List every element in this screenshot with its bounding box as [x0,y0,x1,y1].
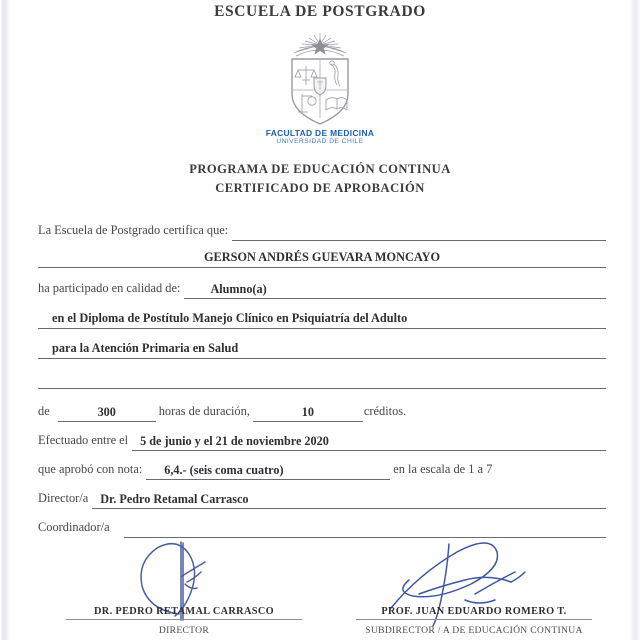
participation-label: ha participado en calidad de: [38,280,181,295]
hours-value: 300 [97,404,116,419]
signature-rule [356,619,592,620]
row-period [38,424,606,451]
institution-logo [12,30,628,146]
credits-rule [253,403,363,422]
row-program-line-2 [38,332,606,359]
program-heading-line-2: CERTIFICADO DE APROBACIÓN [215,180,425,195]
row-hours-credits [38,395,606,422]
row-program-line-3 [38,362,606,389]
program-line-2-value: para la Atención Primaria en Salud [52,340,239,355]
period-value: 5 de junio y el 21 de noviembre 2020 [140,433,329,448]
signature-role: DIRECTOR [158,625,210,636]
signature-role: SUBDIRECTOR / A DE EDUCACIÓN CONTINUA [365,625,583,636]
signature-rule [66,619,302,620]
credits-value: 10 [301,404,314,419]
hours-prefix-label: de [38,403,50,418]
period-rule [132,432,606,451]
page-left-edge-shadow [0,0,10,640]
certificate-body [12,214,628,538]
credits-suffix-label: créditos. [363,403,407,418]
director-rule [92,490,606,509]
signature-block [24,530,616,640]
logo-faculty-label: FACULTAD DE MEDICINA [265,128,375,138]
page-right-edge-shadow [630,0,640,640]
participation-rule [184,280,606,299]
grade-value: 6,4.- (seis coma cuatro) [164,462,284,477]
signature-name: DR. PEDRO RETAMAL CARRASCO [94,606,274,617]
coordinator-label: Coordinador/a [38,519,110,534]
row-director [38,482,606,509]
logo-university-label: UNIVERSIDAD DE CHILE [276,137,364,145]
program-heading-line-1: PROGRAMA DE EDUCACIÓN CONTINUA [189,161,451,176]
program-heading [12,160,628,198]
page-title: ESCUELA DE POSTGRADO [214,3,426,20]
universidad-de-chile-crest-icon [274,30,366,128]
certificate-sheet [12,0,628,640]
director-label: Director/a [38,490,89,505]
program-line-1-value: en el Diploma de Postítulo Manejo Clínico en Psiquiatría del Adulto [52,310,408,325]
row-grade [38,453,606,480]
row-certifies [38,214,606,241]
hours-middle-label: horas de duración, [158,403,250,418]
hours-rule [58,403,156,422]
row-participation [38,272,606,299]
row-program-line-1 [38,302,606,329]
row-student-name [38,241,606,268]
certifies-rule [232,222,606,241]
period-label: Efectuado entre el [38,432,129,447]
participation-value: Alumno(a) [210,281,267,296]
grade-rule [146,461,390,480]
grade-label: que aprobó con nota: [38,461,143,476]
certifies-label: La Escuela de Postgrado certifica que: [38,222,229,237]
student-name-value: GERSON ANDRÉS GUEVARA MONCAYO [203,249,441,264]
grade-suffix-label: en la escala de 1 a 7 [393,461,493,476]
director-value: Dr. Pedro Retamal Carrasco [100,491,249,506]
signature-name: PROF. JUAN EDUARDO ROMERO T. [381,606,567,617]
